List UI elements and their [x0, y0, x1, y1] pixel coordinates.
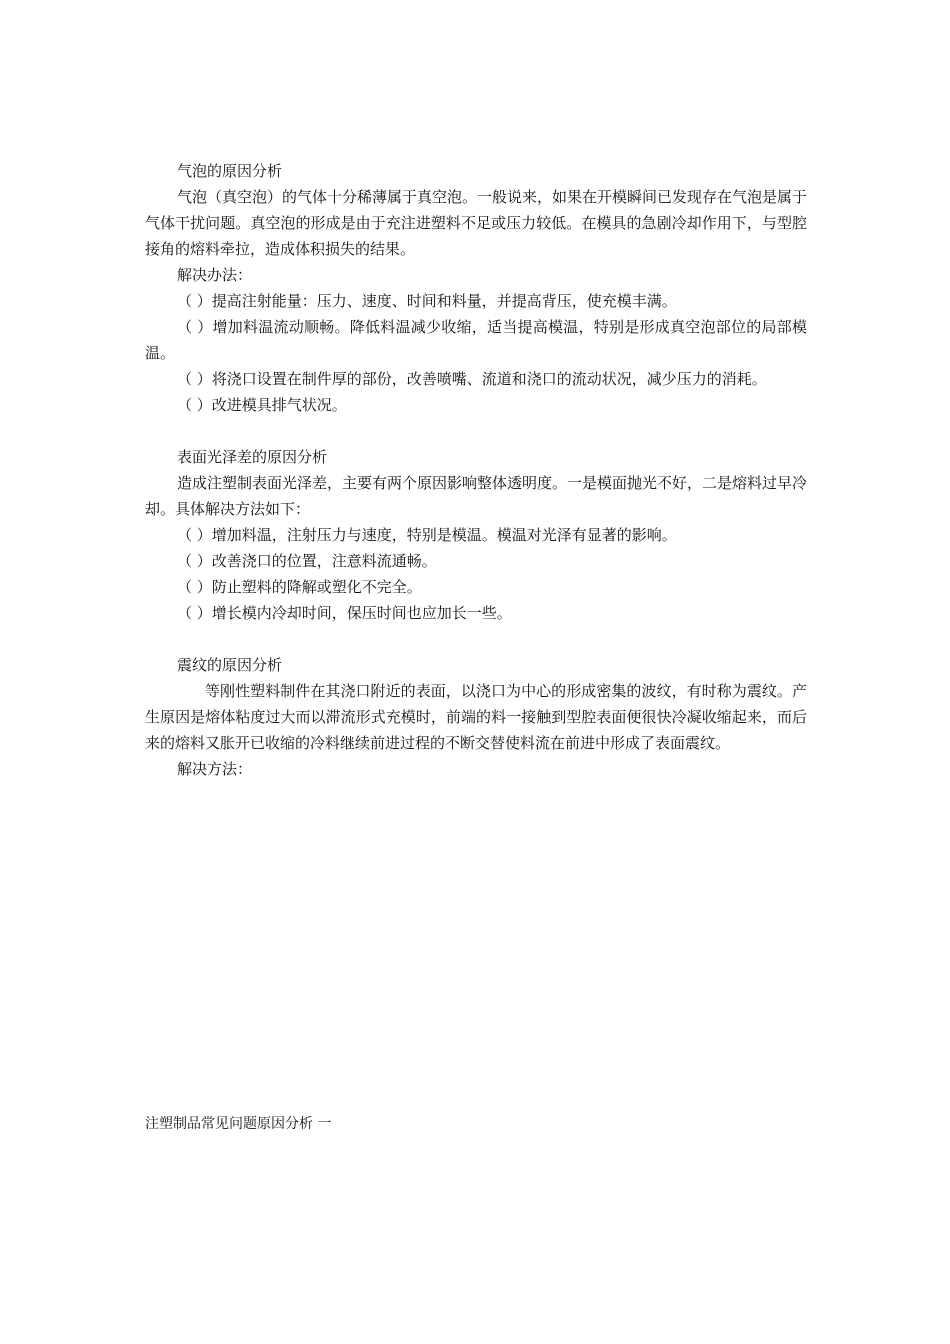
list-item: （ ）增加料温流动顺畅。降低料温减少收缩，适当提高模温，特别是形成真空泡部位的局部模温。 — [145, 318, 807, 362]
paragraph: 气泡（真空泡）的气体十分稀薄属于真空泡。一般说来，如果在开模瞬间已发现存在气泡是属于气体干扰问题。真空泡的形成是由于充注进塑料不足或压力较低。在模具的急剧冷却作用下，与型腔接角的熔料牵拉，造成体积损失的结果。 — [145, 188, 808, 258]
paragraph: 造成注塑制表面光泽差，主要有两个原因影响整体透明度。一是模面抛光不好，二是熔料过早冷却。具体解决方法如下： — [145, 474, 808, 518]
list-item: （ ）增长模内冷却时间，保压时间也应加长一些。 — [177, 604, 512, 622]
paragraph: 解决办法： — [177, 266, 253, 284]
section-heading: 表面光泽差的原因分析 — [177, 448, 328, 466]
list-item: （ ）防止塑料的降解或塑化不完全。 — [177, 578, 422, 596]
paragraph: 解决方法： — [177, 760, 253, 778]
section-ripples — [145, 652, 807, 782]
section-bubbles — [145, 158, 807, 418]
list-item: （ ）将浇口设置在制件厚的部份，改善喷嘴、流道和浇口的流动状况，减少压力的消耗。 — [177, 370, 767, 388]
paragraph: 等刚性塑料制件在其浇口附近的表面，以浇口为中心的形成密集的波纹，有时称为震纹。产生原因是熔体粘度过大而以滞流形式充模时，前端的料一接触到型腔表面便很快冷凝收缩起来，而后来的熔料又胀开已收缩的冷料继续前进过程的不断交替使料流在前进中形成了表面震纹。 — [145, 682, 807, 752]
section-heading: 气泡的原因分析 — [177, 162, 283, 180]
list-item: （ ）增加料温，注射压力与速度，特别是模温。模温对光泽有显著的影响。 — [177, 526, 677, 544]
list-item: （ ）改进模具排气状况。 — [177, 396, 347, 414]
document-body — [145, 158, 807, 782]
section-heading: 震纹的原因分析 — [177, 656, 283, 674]
page-footer: 注塑制品常见问题原因分析 一 — [145, 1116, 332, 1132]
list-item: （ ）改善浇口的位置，注意料流通畅。 — [177, 552, 437, 570]
list-item: （ ）提高注射能量：压力、速度、时间和料量，并提高背压，使充模丰满。 — [177, 292, 677, 310]
section-gloss — [145, 444, 807, 626]
